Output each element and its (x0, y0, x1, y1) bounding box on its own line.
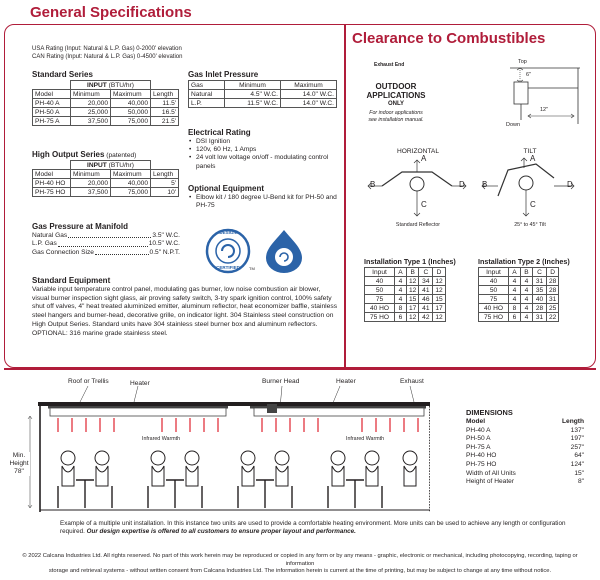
horizontal-label: HORIZONTAL (396, 148, 439, 155)
general-spec-column (32, 45, 342, 61)
label-b: B (370, 180, 376, 189)
list-item: PH-40 HO 64" (466, 452, 584, 460)
can-rating: CAN Rating (Input: Natural & L.P. Gas) 0-4500' elevation (32, 54, 183, 60)
input-header: INPUT (BTU/hr) (71, 81, 151, 90)
standard-series-block (32, 70, 179, 126)
installation-illustration (10, 386, 430, 512)
standard-series-table: INPUT (BTU/hr) Model Minimum Maximum Length PH-40 A 20,000 40,000 11.5' PH-50 A 25,000 50,000 16.5' PH-75 A 37,500 75,000 21.5' (32, 80, 179, 126)
table-row: 50 4 12 41 12 (365, 286, 446, 295)
list-item: Height of Heater 8" (466, 478, 584, 486)
list-item: PH-75 A 257" (466, 443, 584, 451)
table-row: L.P. 11.5" W.C. 14.0" W.C. (189, 99, 337, 108)
installation-type1-block (364, 257, 456, 322)
installation-type2-table: Input A B C D 40 4 4 31 28 50 4 4 35 28 75 4 4 40 31 40 HO 8 4 28 25 75 HO 6 4 31 22 (478, 267, 559, 322)
usa-rating: USA Rating (Input: Natural & L.P. Gas) 0-2000' elevation (32, 46, 182, 52)
burner-head-label: Burner Head (262, 378, 300, 385)
tilt-label-d: D (567, 180, 573, 189)
table-row: PH-50 A 25,000 50,000 16.5' (33, 108, 179, 117)
infrared-warmth-2: Infrared Warmth (346, 436, 385, 442)
outdoor-notice: Exhaust End OUTDOOR APPLICATIONS ONLY For indoor applications see installation manual. (366, 62, 426, 123)
standard-equipment-block (32, 276, 338, 338)
high-output-table: INPUT (BTU/hr) Model Minimum Maximum Length PH-40 HO 20,000 40,000 5' PH-75 HO 37,500 75,000 10' (32, 160, 179, 197)
label-d: D (459, 180, 465, 189)
tilt-label-c: C (530, 200, 536, 209)
list-item: • 120v, 60 Hz, 1 Amps (188, 146, 338, 154)
manifold-block: Gas Pressure at Manifold Natural Gas 3.5" W.C. L.P. Gas 10.5" W.C. Gas Connection Size 0.5" N.P.T. (32, 222, 180, 256)
standard-equipment-optional: OPTIONAL: 316 marine grade stainless steel. (32, 329, 168, 337)
table-row: 75 4 4 40 31 (479, 295, 559, 304)
optional-equipment-title: Optional Equipment (188, 184, 264, 193)
dim-12: 12" (540, 107, 549, 113)
copyright-footer: © 2022 Calcana Industries Ltd. All rights reserved. No part of this work herein may be reproduced or copied in any form or by any means - graphic, electronic or mechanical, including photocopying, recording, taping or information storage and retrieval systems - without written consent from Calcana Industries Ltd. The information herein is current at the time of printing, but may be subject to change at any time without notice. (22, 553, 578, 575)
optional-equipment-block (188, 184, 338, 210)
heater-label-1: Heater (130, 380, 150, 387)
tilt-label-a: A (530, 154, 536, 163)
type2-title: Installation Type 2 (Inches) (478, 257, 570, 266)
list-item: • Elbow kit / 180 degree U-Bend kit for PH-50 and PH-75 (188, 194, 338, 210)
clearance-title: Clearance to Combustibles (352, 30, 546, 47)
standard-equipment-title: Standard Equipment (32, 276, 111, 285)
dimensions-title: DIMENSIONS (466, 408, 513, 417)
tilt-label-b: B (482, 180, 488, 189)
tilt-caption: 25° to 45° Tilt (514, 222, 546, 228)
heater-label-2: Heater (336, 378, 356, 385)
installation-type2-block (478, 257, 570, 322)
table-row: 50 4 4 35 28 (479, 286, 559, 295)
min-height-label: Min. Height 78" (9, 452, 29, 475)
csa-flame-badge (262, 228, 306, 274)
high-output-block: High Output Series (patented) INPUT (BTU/hr) Model Minimum Maximum Length PH-40 HO 20,000 40,000 5' PH-75 HO 37,500 75,000 10' (32, 150, 179, 197)
table-row: 75 HO 6 4 31 22 (479, 313, 559, 322)
table-row: PH-40 A 20,000 40,000 11.5' (33, 99, 179, 108)
gas-inlet-title: Gas Inlet Pressure (188, 70, 259, 79)
standard-equipment-text: Variable input temperature control panel, modulating gas burner, low noise combustion air blower, visual burner inspection sight glass, air proving safety switch, 3-try spark ignition control, 100% safety shut off valves, 4" heat treated aluminized emitter, aluminum reflector, heat economizer baffle, stainless steel hangers and burner-head, decorative grille, on indicator light. 304 Stainless steel construction on High Output Series. Standard units have 304 stainless steel burner box and aluminum reflectors. (32, 286, 338, 328)
exhaust-label: Exhaust (400, 378, 424, 385)
table-row: 40 HO 8 4 28 25 (479, 304, 559, 313)
gas-inlet-block (188, 70, 337, 108)
csa-design-certified-badge: DESIGN CERTIFIED TM (205, 228, 251, 274)
installation-caption: Example of a multiple unit installation. In this instance two units are used to provide a comfortable heating environment. More units can be used to achieve any length or configuration required. Our design expertise is offered to all customers to ensure proper layout and performance. (60, 520, 566, 536)
infrared-warmth-1: Infrared Warmth (142, 436, 181, 442)
down-label: Down (506, 122, 521, 128)
table-row: PH-75 HO 37,500 75,000 10' (33, 188, 179, 197)
column-divider (344, 24, 346, 368)
list-item: Width of All Units 15" (466, 469, 584, 477)
top-clearance-diagram (470, 58, 590, 138)
tilt-label: TILT (523, 148, 537, 155)
installation-type1-table: Input A B C D 40 4 12 34 12 50 4 12 41 12 75 4 15 46 15 40 HO 8 17 41 17 75 HO 6 12 42 12 (364, 267, 446, 322)
table-row: Natural 4.5" W.C. 14.0" W.C. (189, 90, 337, 99)
table-row: 40 4 4 31 28 (479, 277, 559, 286)
dim-6: 6" (526, 72, 532, 78)
top-label: Top (518, 59, 527, 65)
general-specifications-title: General Specifications (30, 4, 192, 21)
table-row: PH-75 A 37,500 75,000 21.5' (33, 117, 179, 126)
electrical-block (188, 128, 338, 171)
list-item: PH-75 HO 124" (466, 460, 584, 468)
dimensions-block: DIMENSIONS Model Length PH-40 A 137" PH-50 A 197" PH-75 A 257" PH-40 HO 64" PH-75 HO 124" Width of All Units 15" Height of Heater 8" (466, 408, 584, 486)
manifold-title: Gas Pressure at Manifold (32, 222, 129, 231)
type1-title: Installation Type 1 (Inches) (364, 257, 456, 266)
roof-label: Roof or Trellis (68, 378, 109, 385)
electrical-title: Electrical Rating (188, 128, 251, 137)
section-divider (4, 368, 596, 370)
standard-reflector-caption: Standard Reflector (395, 222, 441, 228)
list-item: • 24 volt low voltage on/off - modulating control panels (188, 154, 338, 170)
standard-series-title: Standard Series (32, 70, 93, 79)
label-c: C (421, 200, 427, 209)
table-row: 75 HO 6 12 42 12 (365, 313, 446, 322)
table-row: 40 HO 8 17 41 17 (365, 304, 446, 313)
list-item: • DSI Ignition (188, 138, 338, 146)
table-row: PH-40 HO 20,000 40,000 5' (33, 179, 179, 188)
label-a: A (421, 154, 427, 163)
table-row: 75 4 15 46 15 (365, 295, 446, 304)
gas-inlet-table: Gas Minimum Maximum Natural 4.5" W.C. 14.0" W.C. L.P. 11.5" W.C. 14.0" W.C. (188, 80, 337, 108)
list-item: PH-40 A 137" (466, 426, 584, 434)
list-item: PH-50 A 197" (466, 435, 584, 443)
table-row: 40 4 12 34 12 (365, 277, 446, 286)
